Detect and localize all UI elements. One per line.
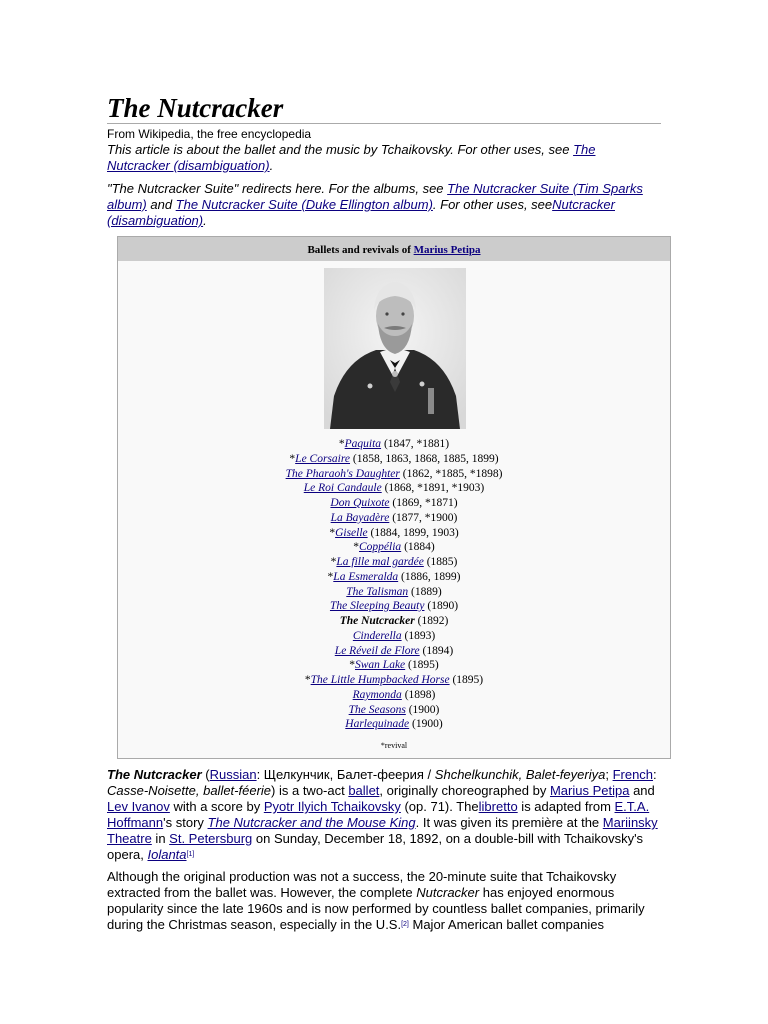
ballet-item: *Le Corsaire (1858, 1863, 1868, 1885, 1899) <box>289 452 499 465</box>
link-ballet[interactable]: Paquita <box>344 438 382 450</box>
ballet-item: *Giselle (1884, 1899, 1903) <box>329 526 459 539</box>
infobox-heading-text: Ballets and revivals of <box>307 244 414 256</box>
link-ballet[interactable]: Coppélia <box>359 541 402 554</box>
link-tim-sparks-album[interactable]: The Nutcracker Suite (Tim Sparks album) <box>107 181 643 212</box>
link-st-petersburg[interactable]: St. Petersburg <box>169 831 253 846</box>
ballet-item: *The Little Humpbacked Horse (1895) <box>304 674 484 686</box>
ballet-item-current: The Nutcracker (1892) <box>339 615 449 627</box>
hatnote-text: and <box>146 197 176 212</box>
marius-petipa-portrait[interactable] <box>324 268 466 429</box>
ballet-item: La Bayadère (1877, *1900) <box>330 511 458 524</box>
ballet-item: *La fille mal gardée (1885) <box>330 556 458 568</box>
hatnote-text: . For other uses, see <box>432 197 553 212</box>
ballet-item: The Seasons (1900) <box>348 703 440 716</box>
ballet-item: *La Esmeralda (1886, 1899) <box>327 570 461 583</box>
current-ballet-title: The Nutcracker <box>339 615 415 627</box>
link-ballet-term[interactable]: ballet <box>348 783 380 798</box>
link-lev-ivanov[interactable]: Lev Ivanov <box>107 799 170 814</box>
bold-title: The Nutcracker <box>107 767 202 782</box>
link-mouse-king-story[interactable]: The Nutcracker and the Mouse King <box>207 815 416 830</box>
link-ballet[interactable]: The Talisman <box>346 585 409 598</box>
ballet-item: Don Quixote (1869, *1871) <box>330 497 458 509</box>
link-ballet[interactable]: Raymonda <box>352 688 402 701</box>
hatnote-disambiguation <box>107 142 661 174</box>
link-libretto[interactable]: libretto <box>478 799 518 814</box>
link-french[interactable]: French <box>612 767 654 782</box>
ballet-item: Harlequinade (1900) <box>345 718 443 731</box>
site-tagline: From Wikipedia, the free encyclopedia <box>107 127 312 141</box>
hatnote-punct: . <box>269 158 274 173</box>
second-paragraph: Although the original production was not a success, the 20-minute suite that Tchaikovsky extracted from the ballet was. However, the complete Nutcracker has enjoyed enormous popularity since the late 1960s and is now performed by countless ballet companies, primarily during the Christmas season, especially in the U.S.[2] Major American ballet companies <box>107 869 645 932</box>
link-marius-petipa-text[interactable]: Marius Petipa <box>549 783 630 798</box>
lead-paragraph: The Nutcracker (Russian: Щелкунчик, Балет-феерия / Shchelkunchik, Balet-feyeriya; French: Casse-Noisette, ballet-féerie) is a two-act ballet, originally choreographed by Marius Petipa and Lev Ivanov with a score by Pyotr Ilyich Tchaikovsky (op. 71). Thelibretto is adapted from E.T.A. Hoffmann's story The Nutcracker and the Mouse King. It was given its première at the Mariinsky Theatre in St. Petersburg on Sunday, December 18, 1892, on a double-bill with Tchaikovsky's opera, Iolanta[1] <box>107 767 658 862</box>
infobox-footnote: *revival <box>380 741 408 750</box>
link-ballet[interactable]: Giselle <box>335 526 368 539</box>
link-ballet[interactable]: The Little Humpbacked Horse <box>310 674 450 686</box>
hatnote-punct: . <box>203 213 207 228</box>
ballet-item: *Swan Lake (1895) <box>349 659 439 672</box>
link-ballet[interactable]: Le Réveil de Flore <box>334 644 420 657</box>
ballet-item: Le Roi Candaule (1868, *1891, *1903) <box>303 482 485 495</box>
link-mariinsky-theatre[interactable]: Mariinsky Theatre <box>107 815 658 846</box>
link-russian[interactable]: Russian <box>209 767 257 782</box>
ballet-item: The Pharaoh's Daughter (1862, *1885, *1898) <box>285 467 503 480</box>
page-title: The Nutcracker <box>107 93 284 123</box>
hatnote-text: "The Nutcracker Suite" redirects here. For the albums, see <box>107 181 448 196</box>
ballet-item: Raymonda (1898) <box>352 688 436 701</box>
link-eta-hoffmann[interactable]: E.T.A. Hoffmann <box>107 799 650 830</box>
ballet-list <box>118 437 670 732</box>
citation-ref[interactable]: [2] <box>401 921 409 928</box>
ballet-item: The Sleeping Beauty (1890) <box>329 600 459 613</box>
link-ballet[interactable]: The Sleeping Beauty <box>329 600 425 613</box>
link-ballet[interactable]: La Esmeralda <box>333 570 399 583</box>
ballet-item: Le Réveil de Flore (1894) <box>334 644 454 657</box>
link-duke-ellington-album[interactable]: The Nutcracker Suite (Duke Ellington album) <box>175 197 433 212</box>
link-nutcracker-disambiguation[interactable]: The Nutcracker (disambiguation) <box>107 142 596 173</box>
ballet-item: Cinderella (1893) <box>352 629 436 642</box>
title-divider <box>107 123 661 124</box>
link-nutcracker-disambiguation-2[interactable]: Nutcracker (disambiguation) <box>107 197 615 228</box>
link-ballet[interactable]: La fille mal gardée <box>336 556 424 568</box>
hatnote-redirect <box>107 181 661 229</box>
ballet-item: The Talisman (1889) <box>346 585 442 598</box>
link-ballet[interactable]: Le Corsaire <box>295 452 351 465</box>
link-ballet[interactable]: Harlequinade <box>345 718 410 731</box>
hatnote-text: This article is about the ballet and the music by Tchaikovsky. For other uses, see <box>107 142 574 157</box>
citation-ref[interactable]: [1] <box>186 851 195 858</box>
infobox-heading <box>118 237 670 261</box>
ballet-item: *Paquita (1847, *1881) <box>338 438 450 450</box>
link-ballet[interactable]: The Pharaoh's Daughter <box>285 467 400 480</box>
ballet-item: *Coppélia (1884) <box>353 541 435 554</box>
link-ballet[interactable]: Le Roi Candaule <box>303 482 382 495</box>
link-ballet[interactable]: La Bayadère <box>330 511 390 524</box>
link-ballet[interactable]: Swan Lake <box>355 659 406 672</box>
link-marius-petipa[interactable]: Marius Petipa <box>413 244 481 256</box>
link-tchaikovsky[interactable]: Pyotr Ilyich Tchaikovsky <box>263 799 401 814</box>
link-ballet[interactable]: Don Quixote <box>330 497 390 509</box>
link-ballet[interactable]: The Seasons <box>348 703 406 716</box>
link-ballet[interactable]: Cinderella <box>352 629 402 642</box>
link-iolanta[interactable]: Iolanta <box>147 847 187 862</box>
infobox-petipa-ballets <box>117 236 671 759</box>
